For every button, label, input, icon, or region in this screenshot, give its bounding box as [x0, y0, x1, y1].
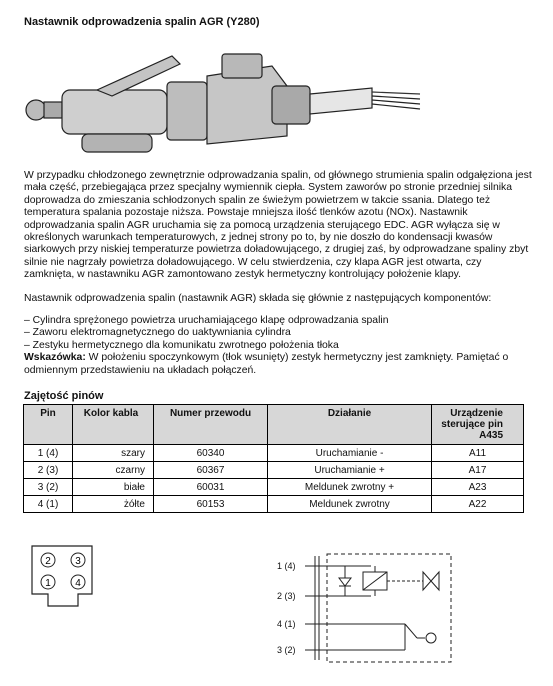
list-item: – Zestyku hermetycznego dla komunikatu zwrotnego położenia tłoka	[24, 339, 339, 351]
cell-pin: 3 (2)	[24, 479, 73, 496]
cell-function: Meldunek zwrotny	[268, 496, 432, 513]
connector-pin-label: 2	[45, 556, 51, 567]
cell-control-unit-pin: A22	[432, 496, 524, 513]
cell-control-unit-pin: A23	[432, 479, 524, 496]
cell-wire-number: 60031	[154, 479, 268, 496]
table-row	[24, 479, 524, 496]
header-wire-number: Numer przewodu	[154, 405, 268, 445]
header-pin: Pin	[24, 405, 73, 445]
table-row	[24, 496, 524, 513]
wiring-diagram	[275, 548, 455, 668]
cell-cable-color: żółte	[73, 496, 154, 513]
agr-actuator-illustration	[22, 36, 422, 162]
wiring-pin-label: 2 (3)	[277, 591, 296, 601]
cell-function: Uruchamianie -	[268, 445, 432, 462]
cell-control-unit-pin: A11	[432, 445, 524, 462]
list-item: – Zaworu elektromagnetycznego do uaktywniania cylindra	[24, 327, 291, 339]
cell-wire-number: 60367	[154, 462, 268, 479]
header-function: Działanie	[268, 405, 432, 445]
hint	[24, 352, 534, 377]
pins-heading: Zajętość pinów	[24, 390, 104, 402]
header-cable-color: Kolor kabla	[73, 405, 154, 445]
description-paragraph: W przypadku chłodzonego zewnętrznie odprowadzania spalin, od głównego strumienia spalin odgałęziona jest mała część, przebiegająca przez specjalny wymiennik ciepła. System zaworów po stronie przedniej silnika doprowadza do zmieszania schłodzonych spalin ze świeżym powietrzem w takcie ssania. Dlatego też temperatura spalania pozostaje niższa. Powstaje mniejsza ilość tlenków azotu (NOx). Nastawnik odprowadzania spalin AGR uruchamia się za pomocą urządzenia sterującego EDC. AGR wyłącza się w określonych warunkach temperaturowych, z jednej strony po to, by nie doszło do kondensacji kwasów siarkowych przy niskiej temperaturze powietrza doładowującego, z drugiej zaś, by odprowadzane spaliny zbyt silnie nie nagrzały powietrza doładowującego. W celu stwierdzenia, czy klapa AGR jest otwarta, czy zamknięta, w nastawniku AGR zamontowano zestyk hermetyczny kontrolujący położenie klapy.	[24, 170, 532, 281]
cell-pin: 2 (3)	[24, 462, 73, 479]
cell-cable-color: białe	[73, 479, 154, 496]
cell-pin: 1 (4)	[24, 445, 73, 462]
list-item: – Cylindra sprężonego powietrza uruchamiającego klapę odprowadzania spalin	[24, 315, 389, 326]
hint-text: W położeniu spoczynkowym (tłok wsunięty) zestyk hermetyczny jest zamknięty. Pamiętać o odmiennym przedstawieniu na układach połączeń.	[24, 352, 509, 376]
page-title: Nastawnik odprowadzenia spalin AGR (Y280)	[24, 16, 260, 28]
cell-function: Uruchamianie +	[268, 462, 432, 479]
components-list	[24, 315, 534, 377]
connector-pin-label: 4	[75, 578, 81, 589]
table-row	[24, 445, 524, 462]
cell-cable-color: czarny	[73, 462, 154, 479]
cell-wire-number: 60153	[154, 496, 268, 513]
connector-pinout-diagram	[22, 542, 112, 612]
connector-pin-label: 1	[45, 578, 51, 589]
cell-function: Meldunek zwrotny +	[268, 479, 432, 496]
cell-cable-color: szary	[73, 445, 154, 462]
table-row	[24, 462, 524, 479]
table-header-row	[24, 405, 524, 445]
connector-pin-label: 3	[75, 556, 81, 567]
wiring-pin-label: 1 (4)	[277, 561, 296, 571]
wiring-pin-label: 3 (2)	[277, 645, 296, 655]
components-intro: Nastawnik odprowadzenia spalin (nastawnik AGR) składa się głównie z następujących komponentów:	[24, 293, 492, 304]
cell-wire-number: 60340	[154, 445, 268, 462]
pin-assignment-table	[23, 404, 524, 513]
cell-pin: 4 (1)	[24, 496, 73, 513]
cell-control-unit-pin: A17	[432, 462, 524, 479]
header-control-unit-pin: Urządzenie sterujące pin A435	[432, 405, 524, 445]
wiring-pin-label: 4 (1)	[277, 619, 296, 629]
hint-label: Wskazówka:	[24, 352, 86, 364]
